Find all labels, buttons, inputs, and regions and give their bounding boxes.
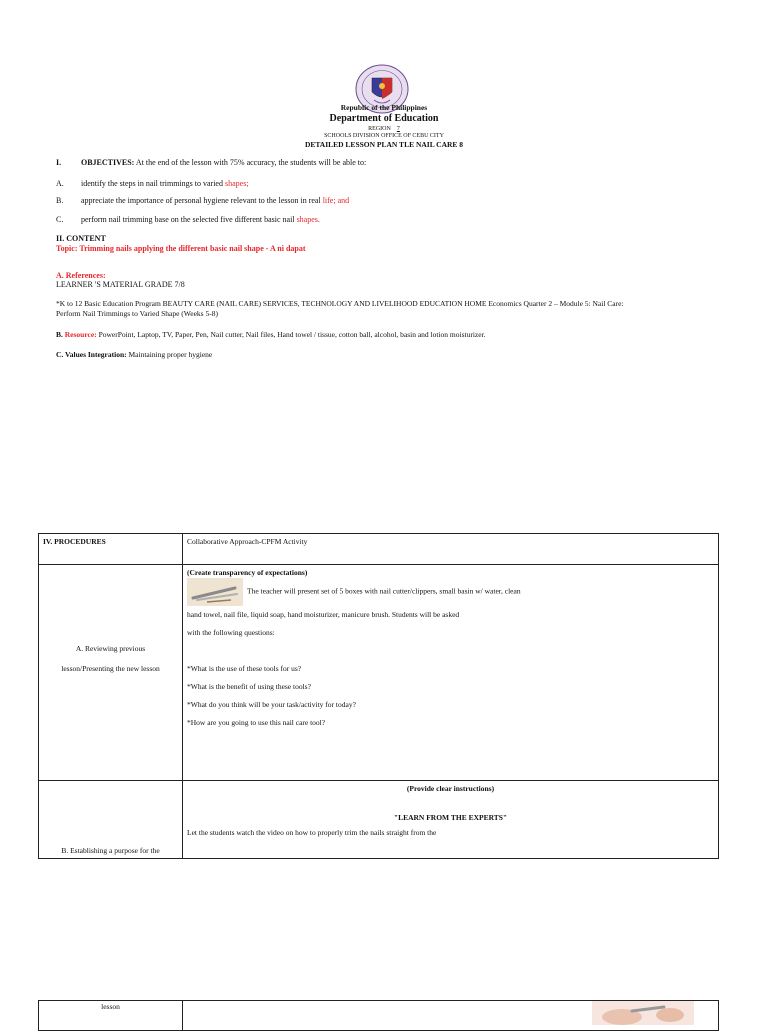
objective-letter: C. [56,215,64,224]
resource-line [56,330,486,339]
resource-label: Resource: [64,330,97,339]
procedure-row-a [39,565,719,781]
objectives-heading [56,158,366,167]
row-a-question-1: *What is the use of these tools for us? [187,664,302,673]
objectives-label: OBJECTIVES: [81,158,135,167]
objective-red-text: shapes. [296,215,320,224]
row-b-label: B. Establishing a purpose for the [39,781,183,859]
row-a-question-3: *What do you think will be your task/activity for today? [187,700,356,709]
objectives-intro: At the end of the lesson with 75% accuracy, the students will be able to: [134,158,367,167]
objective-c [56,215,320,224]
k12-reference-line2: Perform Nail Trimmings to Varied Shape (Weeks 5-8) [56,309,218,318]
values-label: C. Values Integration: [56,350,127,359]
row-b-quote: "LEARN FROM THE EXPERTS" [393,813,508,822]
row-a-question-2: *What is the benefit of using these tools? [187,682,311,691]
objective-red-text: life; and [322,196,350,205]
nail-trimming-image [592,1001,694,1027]
values-text: Maintaining proper hygiene [126,350,213,359]
row-b-line1: Let the students watch the video on how to properly trim the nails straight from the [187,828,437,837]
objectives-numeral: I. [56,158,62,167]
row-a-line2: hand towel, nail file, liquid soap, hand moisturizer, manicure brush. Students will be asked [187,610,460,619]
row-a-content [183,565,719,781]
objective-text: perform nail trimming base on the selected five different basic nail [81,215,297,224]
objective-text: appreciate the importance of personal hygiene relevant to the lesson in real [81,196,323,205]
row-a-line1: The teacher will present set of 5 boxes with nail cutter/clippers, small basin w/ water, clean [247,586,521,596]
continued-content [183,1001,719,1031]
content-heading: II. CONTENT [56,234,106,243]
procedures-table-continued [38,1000,719,1031]
objective-text: identify the steps in nail trimmings to varied [81,179,225,188]
objective-b [56,196,349,205]
resource-text: PowerPoint, Laptop, TV, Paper, Pen, Nail cutter, Nail files, Hand towel / tissue, cotton ball, alcohol, basin and lotion moisturizer. [96,330,486,339]
division-line: SCHOOLS DIVISION OFFICE OF CEBU CITY [324,133,444,139]
department-title: Department of Education [329,113,439,124]
region-label: REGION [368,126,391,132]
objective-red-text: shapes; [224,179,249,188]
republic-text: Republic of the Philippines [340,103,428,112]
procedures-header-row [39,534,719,565]
values-line [56,350,212,359]
row-a-label-line2: lesson/Presenting the new lesson [61,663,160,673]
references-heading: A. References: [56,271,106,280]
region-line [0,126,768,132]
k12-reference-line1: *K to 12 Basic Education Program BEAUTY CARE (NAIL CARE) SERVICES, TECHNOLOGY AND LIVELIHOOD EDUCATION HOME Economics Quarter 2 – Module 5: Nail Care: [56,299,624,308]
plan-title: DETAILED LESSON PLAN TLE NAIL CARE 8 [304,140,464,149]
row-a-subhead: (Create transparency of expectations) [187,568,308,577]
objective-letter: A. [56,179,64,188]
resource-prefix: B. [56,330,65,339]
procedures-header: IV. PROCEDURES [39,534,183,565]
objective-a [56,179,249,188]
nail-tools-image [187,578,243,606]
procedure-row-b [39,781,719,859]
row-a-label [39,565,183,781]
row-a-question-4: *How are you going to use this nail care tool? [187,718,326,727]
row-b-subhead: (Provide clear instructions) [406,784,495,793]
row-a-line3: with the following questions: [187,628,275,637]
row-b-content [183,781,719,859]
content-topic: Topic: Trimming nails applying the different basic nail shape - A ni dapat [56,244,306,253]
approach-header: Collaborative Approach-CPFM Activity [183,534,719,565]
row-a-label-line1: A. Reviewing previous [75,643,146,653]
row-a-tools-line [187,578,714,606]
procedures-table [38,533,719,859]
objective-letter: B. [56,196,64,205]
region-number: 7 [396,126,400,132]
continued-row [39,1001,719,1031]
continued-label: lesson [39,1001,183,1031]
learner-material: LEARNER 'S MATERIAL GRADE 7/8 [56,280,185,289]
